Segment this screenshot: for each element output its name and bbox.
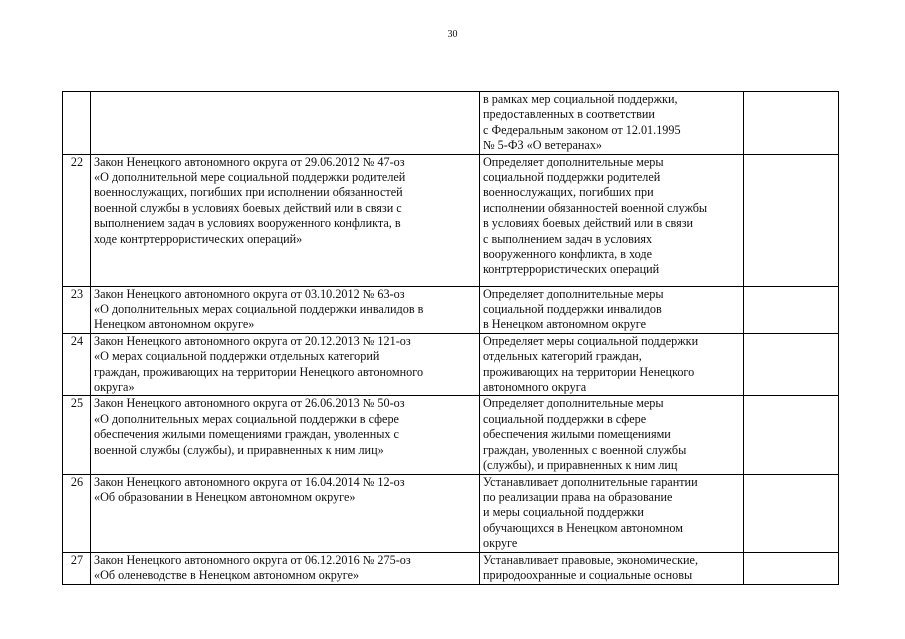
description-line: предоставленных в соответствии — [483, 107, 655, 122]
empty-cell — [744, 92, 839, 155]
law-title-line: «Об образовании в Ненецком автономном округе» — [94, 489, 356, 504]
description-line: Определяет дополнительные меры — [483, 154, 664, 169]
law-title-line: Закон Ненецкого автономного округа от 06.12.2016 № 275-оз — [94, 552, 411, 567]
table-body — [63, 92, 839, 585]
description-line: по реализации права на образование — [483, 489, 673, 504]
row-number: 24 — [63, 333, 91, 396]
description-line: Определяет дополнительные меры — [483, 286, 664, 301]
law-title-line: «О дополнительных мерах социальной поддержки в сфере — [94, 411, 399, 426]
description-line: исполнении обязанностей военной службы — [483, 200, 708, 215]
description-line: в рамках мер социальной поддержки, — [483, 92, 678, 106]
description-line: № 5-ФЗ «О ветеранах» — [483, 138, 603, 153]
description-line: социальной поддержки инвалидов — [483, 302, 662, 317]
description-line: социальной поддержки в сфере — [483, 411, 647, 426]
description-cell — [480, 154, 744, 286]
empty-cell — [744, 286, 839, 333]
description-line: проживающих на территории Ненецкого — [483, 364, 695, 379]
description-line: автономного округа — [483, 380, 587, 395]
description-cell — [480, 396, 744, 474]
law-title-cell — [91, 286, 480, 333]
row-number: 23 — [63, 286, 91, 333]
description-cell — [480, 552, 744, 584]
law-title-line: Закон Ненецкого автономного округа от 26.06.2013 № 50-оз — [94, 396, 405, 411]
page-number: 30 — [447, 29, 458, 40]
empty-cell — [744, 154, 839, 286]
law-title-line: Закон Ненецкого автономного округа от 16.04.2014 № 12-оз — [94, 474, 405, 489]
law-title-cell — [91, 396, 480, 474]
row-number: 22 — [63, 154, 91, 286]
law-title-line: Закон Ненецкого автономного округа от 20.12.2013 № 121-оз — [94, 333, 411, 348]
law-title-line: военнослужащих, погибших при исполнении обязанностей — [94, 185, 403, 200]
empty-cell — [744, 333, 839, 396]
description-line: обеспечения жилыми помещениями — [483, 427, 671, 442]
description-line: с выполнением задач в условиях — [483, 231, 653, 246]
empty-cell — [744, 552, 839, 584]
table-row — [63, 474, 839, 552]
description-line: Устанавливает правовые, экономические, — [483, 552, 699, 567]
law-title-line: «О дополнительных мерах социальной поддержки инвалидов в — [94, 302, 424, 317]
description-line: военнослужащих, погибших при — [483, 185, 654, 200]
empty-cell — [744, 396, 839, 474]
description-line: и меры социальной поддержки — [483, 505, 644, 520]
description-line: Устанавливает дополнительные гарантии — [483, 474, 698, 489]
row-number — [63, 92, 91, 155]
description-line: природоохранные и социальные основы — [483, 567, 693, 582]
description-line: отдельных категорий граждан, — [483, 349, 642, 364]
legal-acts-table — [62, 91, 839, 585]
row-number: 25 — [63, 396, 91, 474]
law-title-cell — [91, 154, 480, 286]
law-title-line: «Об оленеводстве в Ненецком автономном округе» — [94, 567, 360, 582]
description-line: в Ненецком автономном округе — [483, 317, 647, 332]
description-cell — [480, 333, 744, 396]
law-title-line: граждан, проживающих на территории Ненецкого автономного — [94, 364, 424, 379]
description-line: граждан, уволенных с военной службы — [483, 442, 687, 457]
law-title-line: Ненецком автономном округе» — [94, 317, 255, 332]
law-title-line: военной службы в условиях боевых действий или в связи с — [94, 200, 402, 215]
law-title-line: выполнением задач в условиях вооруженного конфликта, в — [94, 216, 401, 231]
law-title-line: Закон Ненецкого автономного округа от 03.10.2012 № 63-оз — [94, 286, 405, 301]
law-title-line: обеспечения жилыми помещениями граждан, уволенных с — [94, 427, 399, 442]
law-title-line: ходе контртеррористических операций» — [94, 231, 303, 246]
table-row — [63, 154, 839, 286]
description-line: контртеррористических операций — [483, 262, 660, 277]
law-title-line: округа» — [94, 380, 135, 395]
description-line: в условиях боевых действий или в связи — [483, 216, 694, 231]
description-line: Определяет меры социальной поддержки — [483, 333, 699, 348]
table-row — [63, 333, 839, 396]
law-title-cell — [91, 92, 480, 155]
law-title-line: «О мерах социальной поддержки отдельных категорий — [94, 349, 380, 364]
description-line: (службы), и приравненных к ним лиц — [483, 458, 678, 473]
row-number: 27 — [63, 552, 91, 584]
table-row — [63, 552, 839, 584]
table-row — [63, 92, 839, 155]
law-title-cell — [91, 552, 480, 584]
description-line: вооруженного конфликта, в ходе — [483, 247, 653, 262]
description-cell — [480, 286, 744, 333]
law-title-cell — [91, 333, 480, 396]
empty-cell — [744, 474, 839, 552]
description-line: социальной поддержки родителей — [483, 170, 661, 185]
law-title-line: военной службы (службы), и приравненных к ним лиц» — [94, 442, 384, 457]
law-title-line: «О дополнительной мере социальной поддержки родителей — [94, 170, 406, 185]
table-row — [63, 286, 839, 333]
description-line: Определяет дополнительные меры — [483, 396, 664, 411]
description-cell — [480, 92, 744, 155]
table-row — [63, 396, 839, 474]
description-line: обучающихся в Ненецком автономном — [483, 520, 683, 535]
row-number: 26 — [63, 474, 91, 552]
law-title-line: Закон Ненецкого автономного округа от 29.06.2012 № 47-оз — [94, 154, 405, 169]
description-cell — [480, 474, 744, 552]
description-line: округе — [483, 536, 518, 551]
description-line: с Федеральным законом от 12.01.1995 — [483, 122, 681, 137]
law-title-cell — [91, 474, 480, 552]
